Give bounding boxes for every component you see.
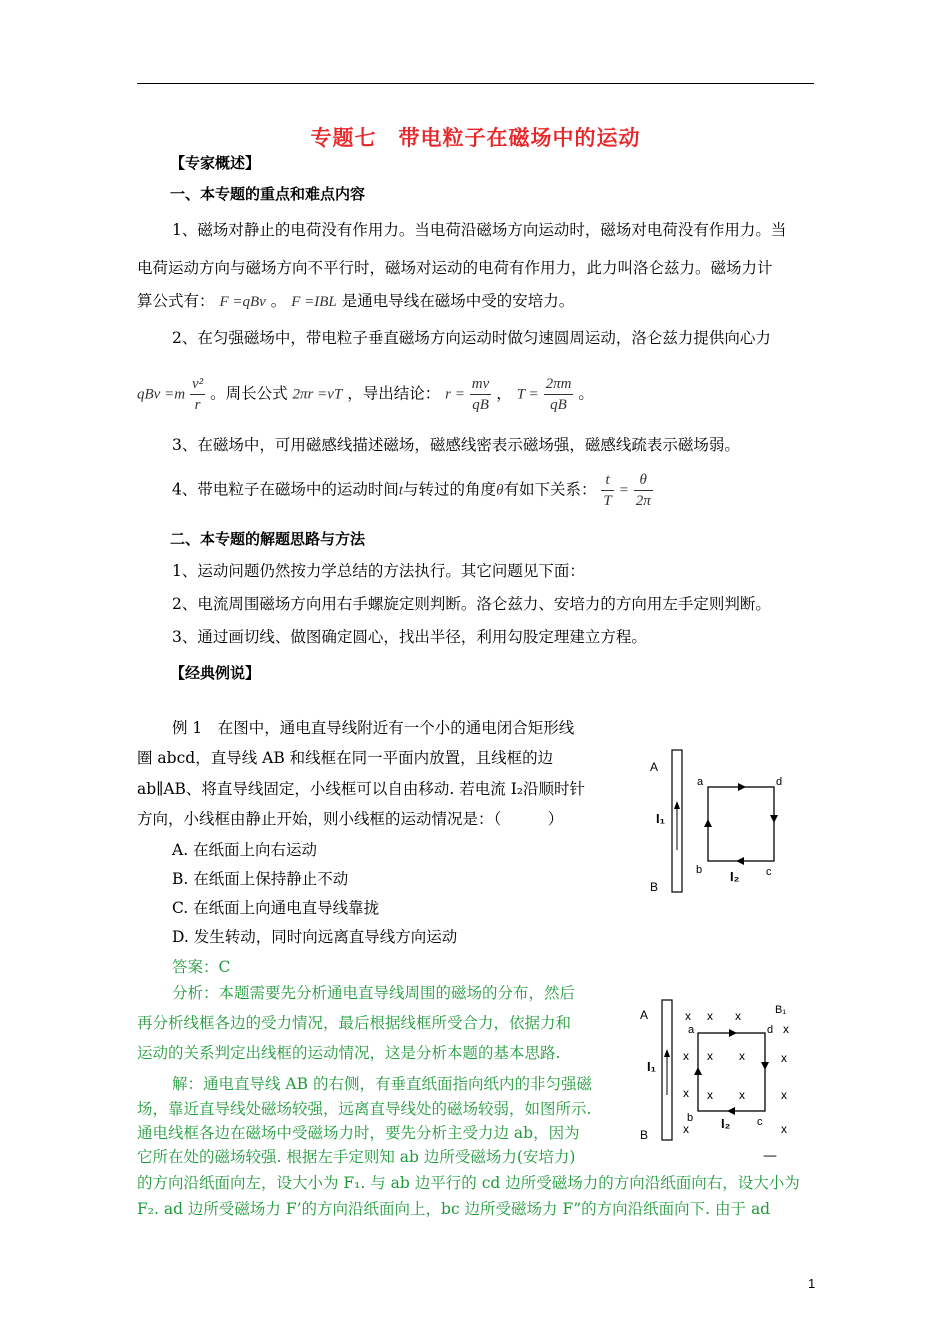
- field-x-marker: x: [683, 1086, 689, 1100]
- rectangular-loop: [708, 787, 774, 861]
- var-t: t: [398, 482, 404, 499]
- fraction-theta-2pi: [634, 470, 653, 511]
- eq-period-lhs: T =: [516, 386, 539, 403]
- eq-centripetal-lhs: qBv =m: [137, 386, 186, 403]
- field-x-marker: x: [781, 1122, 787, 1136]
- method-3: 3、通过画切线、做图确定圆心，找出半径，利用勾股定理建立方程。: [172, 628, 647, 646]
- arrow-right: [770, 815, 778, 823]
- arrow-bottom: [736, 857, 744, 865]
- eq-circumference: 2πr =vT: [292, 386, 343, 403]
- fraction-denominator: T: [603, 493, 612, 509]
- text-conclusion: ，导出结论：: [347, 384, 441, 403]
- section-expert-overview: 【专家概述】: [170, 154, 261, 172]
- solution-line-5: 的方向沿纸面向左，设大小为 F₁. 与 ab 边平行的 cd 边所受磁场力的方向沿纸面向右，设大小为: [137, 1174, 800, 1192]
- comma: ，: [496, 384, 512, 403]
- equals-sign: =: [618, 482, 629, 499]
- label-i2: I₂: [721, 1116, 731, 1131]
- arrow-top: [738, 783, 746, 791]
- field-x-marker: x: [739, 1088, 745, 1102]
- para-1-line-1: 1、磁场对静止的电荷没有作用力。当电荷沿磁场方向运动时，磁场对电荷没有作用力。当: [172, 221, 787, 239]
- field-x-marker: x: [707, 1009, 713, 1023]
- label-c: c: [757, 1116, 763, 1128]
- fraction-numerator: mv: [470, 374, 492, 395]
- analysis-line-3: 运动的关系判定出线框的运动情况，这是分析本题的基本思路.: [137, 1044, 561, 1062]
- section-examples: 【经典例说】: [170, 664, 261, 682]
- para-1-line-3: [137, 291, 574, 312]
- field-x-marker: x: [683, 1122, 689, 1136]
- label-d: d: [776, 776, 783, 788]
- para-1-text: 算公式有：: [137, 292, 215, 310]
- var-theta: θ: [496, 482, 504, 499]
- arrow-top: [729, 1029, 737, 1037]
- fraction-v2-r: [190, 374, 205, 415]
- field-x-marker: x: [781, 1051, 787, 1065]
- arrow-bottom: [727, 1107, 735, 1115]
- example-1-line-3: ab∥AB、将直导线固定，小线框可以自由移动. 若电流 I₂沿顺时针: [137, 780, 586, 798]
- section-1-heading: 一、本专题的重点和难点内容: [170, 185, 366, 203]
- solution-line-6: F₂. ad 边所受磁场力 F’的方向沿纸面向上，bc 边所受磁场力 F”的方向沿纸面向下. 由于 ad: [137, 1200, 771, 1218]
- fraction-denominator: 2π: [635, 493, 651, 509]
- fraction-t-T: [601, 470, 613, 511]
- label-i1: I₁: [656, 811, 665, 826]
- fraction-numerator: θ: [634, 470, 653, 491]
- figure-1-wire-and-loop: [640, 745, 800, 900]
- fraction-denominator: qB: [550, 397, 567, 413]
- analysis-line-2: 再分析线框各边的受力情况，最后根据线框所受合力，依据力和: [137, 1014, 572, 1032]
- label-a: a: [697, 776, 704, 788]
- solution-line-3: 通电线框各边在磁场中受磁场力时，要先分析主受力边 ab，因为: [137, 1124, 580, 1142]
- option-c: C. 在纸面上向通电直导线靠拢: [172, 899, 380, 917]
- para-1-tail: 是通电导线在磁场中受的安培力。: [341, 292, 575, 310]
- label-c: c: [766, 866, 772, 878]
- field-x-marker: x: [783, 1022, 789, 1036]
- label-b1: B₁: [775, 1004, 787, 1016]
- para-4-text-c: 有如下关系：: [503, 480, 597, 499]
- label-a-wire: A: [650, 760, 659, 774]
- option-b: B. 在纸面上保持静止不动: [172, 870, 349, 888]
- solution-line-2: 场，靠近直导线处磁场较强，远离直导线处的磁场较弱，如图所示.: [137, 1100, 592, 1118]
- solution-line-4: 它所在处的磁场较强. 根据左手定则知 ab 边所受磁场力(安培力): [137, 1148, 576, 1166]
- method-2: 2、电流周围磁场方向用右手螺旋定则判断。洛仑兹力、安培力的方向用左手定则判断。: [172, 595, 771, 613]
- formula-lorentz: F =qBv: [219, 294, 266, 310]
- eq-radius-lhs: r =: [445, 386, 465, 403]
- field-x-marker: x: [735, 1009, 741, 1023]
- fraction-denominator: qB: [472, 397, 489, 413]
- fraction-2pim-qb: [544, 374, 574, 415]
- para-1-line-2: 电荷运动方向与磁场方向不平行时，磁场对运动的电荷有作用力，此力叫洛仑兹力。磁场力计: [137, 259, 773, 277]
- label-i1: I₁: [647, 1059, 656, 1074]
- para-2-equations: [137, 374, 594, 415]
- example-1-line-2: 圈 abcd，直导线 AB 和线框在同一平面内放置，且线框的边: [137, 749, 554, 767]
- example-1-line-4: 方向，小线框由静止开始，则小线框的运动情况是：（ ）: [137, 810, 564, 828]
- fraction-numerator: v²: [190, 374, 205, 395]
- field-x-marker: x: [707, 1049, 713, 1063]
- para-4-text-b: 与转过的角度: [403, 480, 497, 499]
- header-rule: [137, 83, 814, 84]
- arrow-left: [704, 819, 712, 827]
- label-b: b: [696, 864, 703, 876]
- field-x-marker: x: [707, 1088, 713, 1102]
- separator: 。: [270, 292, 287, 310]
- para-4: [172, 470, 653, 511]
- analysis-line-1: 分析：本题需要先分析通电直导线周围的磁场的分布，然后: [172, 984, 576, 1002]
- arrow-left: [694, 1067, 702, 1075]
- fraction-denominator: r: [194, 397, 201, 413]
- formula-ampere: F =IBL: [291, 294, 337, 310]
- label-b-wire: B: [640, 1128, 649, 1142]
- field-x-marker: x: [685, 1009, 691, 1023]
- fraction-mv-qb: [470, 374, 492, 415]
- label-b: b: [687, 1112, 694, 1124]
- label-i2: I₂: [730, 869, 740, 884]
- page-title: 专题七 带电粒子在磁场中的运动: [310, 126, 641, 150]
- period: 。: [578, 384, 594, 403]
- method-1: 1、运动问题仍然按力学总结的方法执行。其它问题见下面：: [172, 562, 585, 580]
- arrow-right: [761, 1062, 769, 1070]
- para-3: 3、在磁场中，可用磁感线描述磁场，磁感线密表示磁场强，磁感线疏表示磁场弱。: [172, 436, 740, 454]
- page-number: 1: [808, 1276, 816, 1291]
- dash-mark: —: [763, 1148, 777, 1164]
- text-circumference: 。周长公式: [210, 384, 288, 403]
- example-1-line-1: 例 1 在图中，通电直导线附近有一个小的通电闭合矩形线: [172, 719, 575, 737]
- option-a: A. 在纸面上向右运动: [172, 841, 318, 859]
- para-4-text-a: 4、带电粒子在磁场中的运动时间: [172, 480, 399, 499]
- label-b-wire: B: [650, 880, 659, 894]
- field-x-marker: x: [683, 1049, 689, 1063]
- label-a-wire: A: [640, 1008, 649, 1022]
- fraction-numerator: t: [601, 470, 613, 491]
- current-i1-arrowhead: [674, 801, 680, 809]
- section-2-heading: 二、本专题的解题思路与方法: [170, 530, 366, 548]
- field-x-marker: x: [781, 1088, 787, 1102]
- current-i1-arrowhead: [664, 1049, 670, 1057]
- label-d: d: [767, 1024, 774, 1036]
- fraction-numerator: 2πm: [544, 374, 574, 395]
- solution-line-1: 解：通电直导线 AB 的右侧，有垂直纸面指向纸内的非匀强磁: [172, 1075, 592, 1093]
- label-a: a: [688, 1024, 695, 1036]
- answer: 答案：C: [172, 958, 231, 976]
- field-x-marker: x: [739, 1049, 745, 1063]
- option-d: D. 发生转动，同时向远离直导线方向运动: [172, 928, 458, 946]
- figure-2-field-diagram: [635, 995, 805, 1145]
- para-2-line-1: 2、在匀强磁场中，带电粒子垂直磁场方向运动时做匀速圆周运动，洛仑兹力提供向心力: [172, 329, 771, 347]
